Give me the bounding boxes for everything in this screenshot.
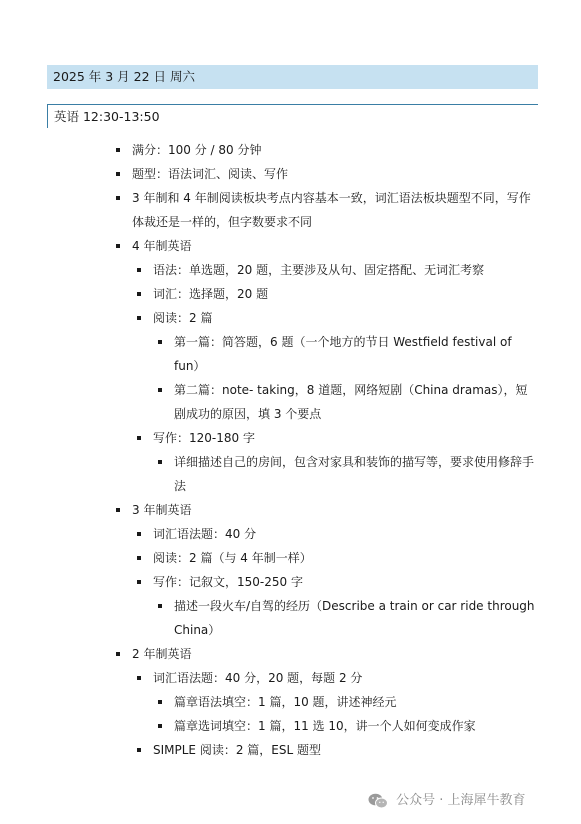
list-item-text: 词汇语法题：40 分，20 题，每题 2 分 [153,671,363,685]
list-item-text: 语法：单选题，20 题，主要涉及从句、固定搭配、无词汇考察 [153,263,485,277]
bullet-icon [137,748,141,752]
list-item [0,138,581,162]
list-item-text: 4 年制英语 [132,239,192,253]
list-item [0,666,581,690]
wechat-icon [368,793,388,809]
bullet-icon [116,196,120,200]
list-item-text: SIMPLE 阅读：2 篇，ESL 题型 [153,743,321,757]
section-header-text: 英语 12:30-13:50 [54,109,160,124]
list-item-text: 词汇语法题：40 分 [153,527,257,541]
bullet-icon [137,532,141,536]
list-item-text: 篇章选词填空：1 篇，11 选 10，讲一个人如何变成作家 [174,719,476,733]
list-item-text: 词汇：选择题，20 题 [153,287,269,301]
watermark [368,790,526,812]
exam-notes-list [0,138,581,762]
list-item-text: 3 年制英语 [132,503,192,517]
bullet-icon [137,556,141,560]
list-item-text: 描述一段火车/自驾的经历（Describe a train or car ride through China） [174,599,535,637]
list-item-text: 写作：120-180 字 [153,431,255,445]
bullet-icon [137,316,141,320]
list-item-text: 写作：记叙文，150-250 字 [153,575,303,589]
bullet-icon [158,388,162,392]
bullet-icon [137,268,141,272]
list-item [0,378,581,426]
date-header [47,65,538,89]
list-item [0,522,581,546]
bullet-icon [137,676,141,680]
list-item [0,714,581,738]
list-item-text: 详细描述自己的房间，包含对家具和装饰的描写等，要求使用修辞手法 [174,455,535,493]
list-item [0,738,581,762]
list-item-text: 满分：100 分 / 80 分钟 [132,143,262,157]
list-item [0,186,581,234]
list-item [0,498,581,522]
list-item-text: 第二篇：note- taking，8 道题，网络短剧（China dramas），短剧成功的原因，填 3 个要点 [174,383,528,421]
list-item [0,234,581,258]
bullet-icon [158,340,162,344]
list-item [0,258,581,282]
section-header [47,104,538,128]
bullet-icon [116,508,120,512]
bullet-icon [137,292,141,296]
watermark-text: 公众号 · 上海犀牛教育 [396,793,526,808]
bullet-icon [137,580,141,584]
list-item [0,570,581,594]
bullet-icon [116,652,120,656]
list-item-text: 3 年制和 4 年制阅读板块考点内容基本一致，词汇语法板块题型不同，写作体裁还是一样的，但字数要求不同 [132,191,531,229]
list-item [0,594,581,642]
list-item [0,330,581,378]
bullet-icon [158,700,162,704]
list-item-text: 阅读：2 篇 [153,311,213,325]
list-item [0,426,581,450]
list-item [0,282,581,306]
bullet-icon [137,436,141,440]
list-item-text: 篇章语法填空：1 篇，10 题，讲述神经元 [174,695,397,709]
list-item-text: 第一篇：简答题，6 题（一个地方的节日 Westfield festival of fun） [174,335,512,373]
bullet-icon [116,172,120,176]
list-item [0,450,581,498]
bullet-icon [116,148,120,152]
list-item [0,162,581,186]
bullet-icon [158,604,162,608]
bullet-icon [158,460,162,464]
list-item [0,306,581,330]
list-item-text: 题型：语法词汇、阅读、写作 [132,167,289,181]
list-item [0,546,581,570]
list-item [0,642,581,666]
list-item [0,690,581,714]
bullet-icon [116,244,120,248]
list-item-text: 2 年制英语 [132,647,192,661]
date-header-text: 2025 年 3 月 22 日 周六 [53,69,196,84]
list-item-text: 阅读：2 篇（与 4 年制一样） [153,551,312,565]
bullet-icon [158,724,162,728]
